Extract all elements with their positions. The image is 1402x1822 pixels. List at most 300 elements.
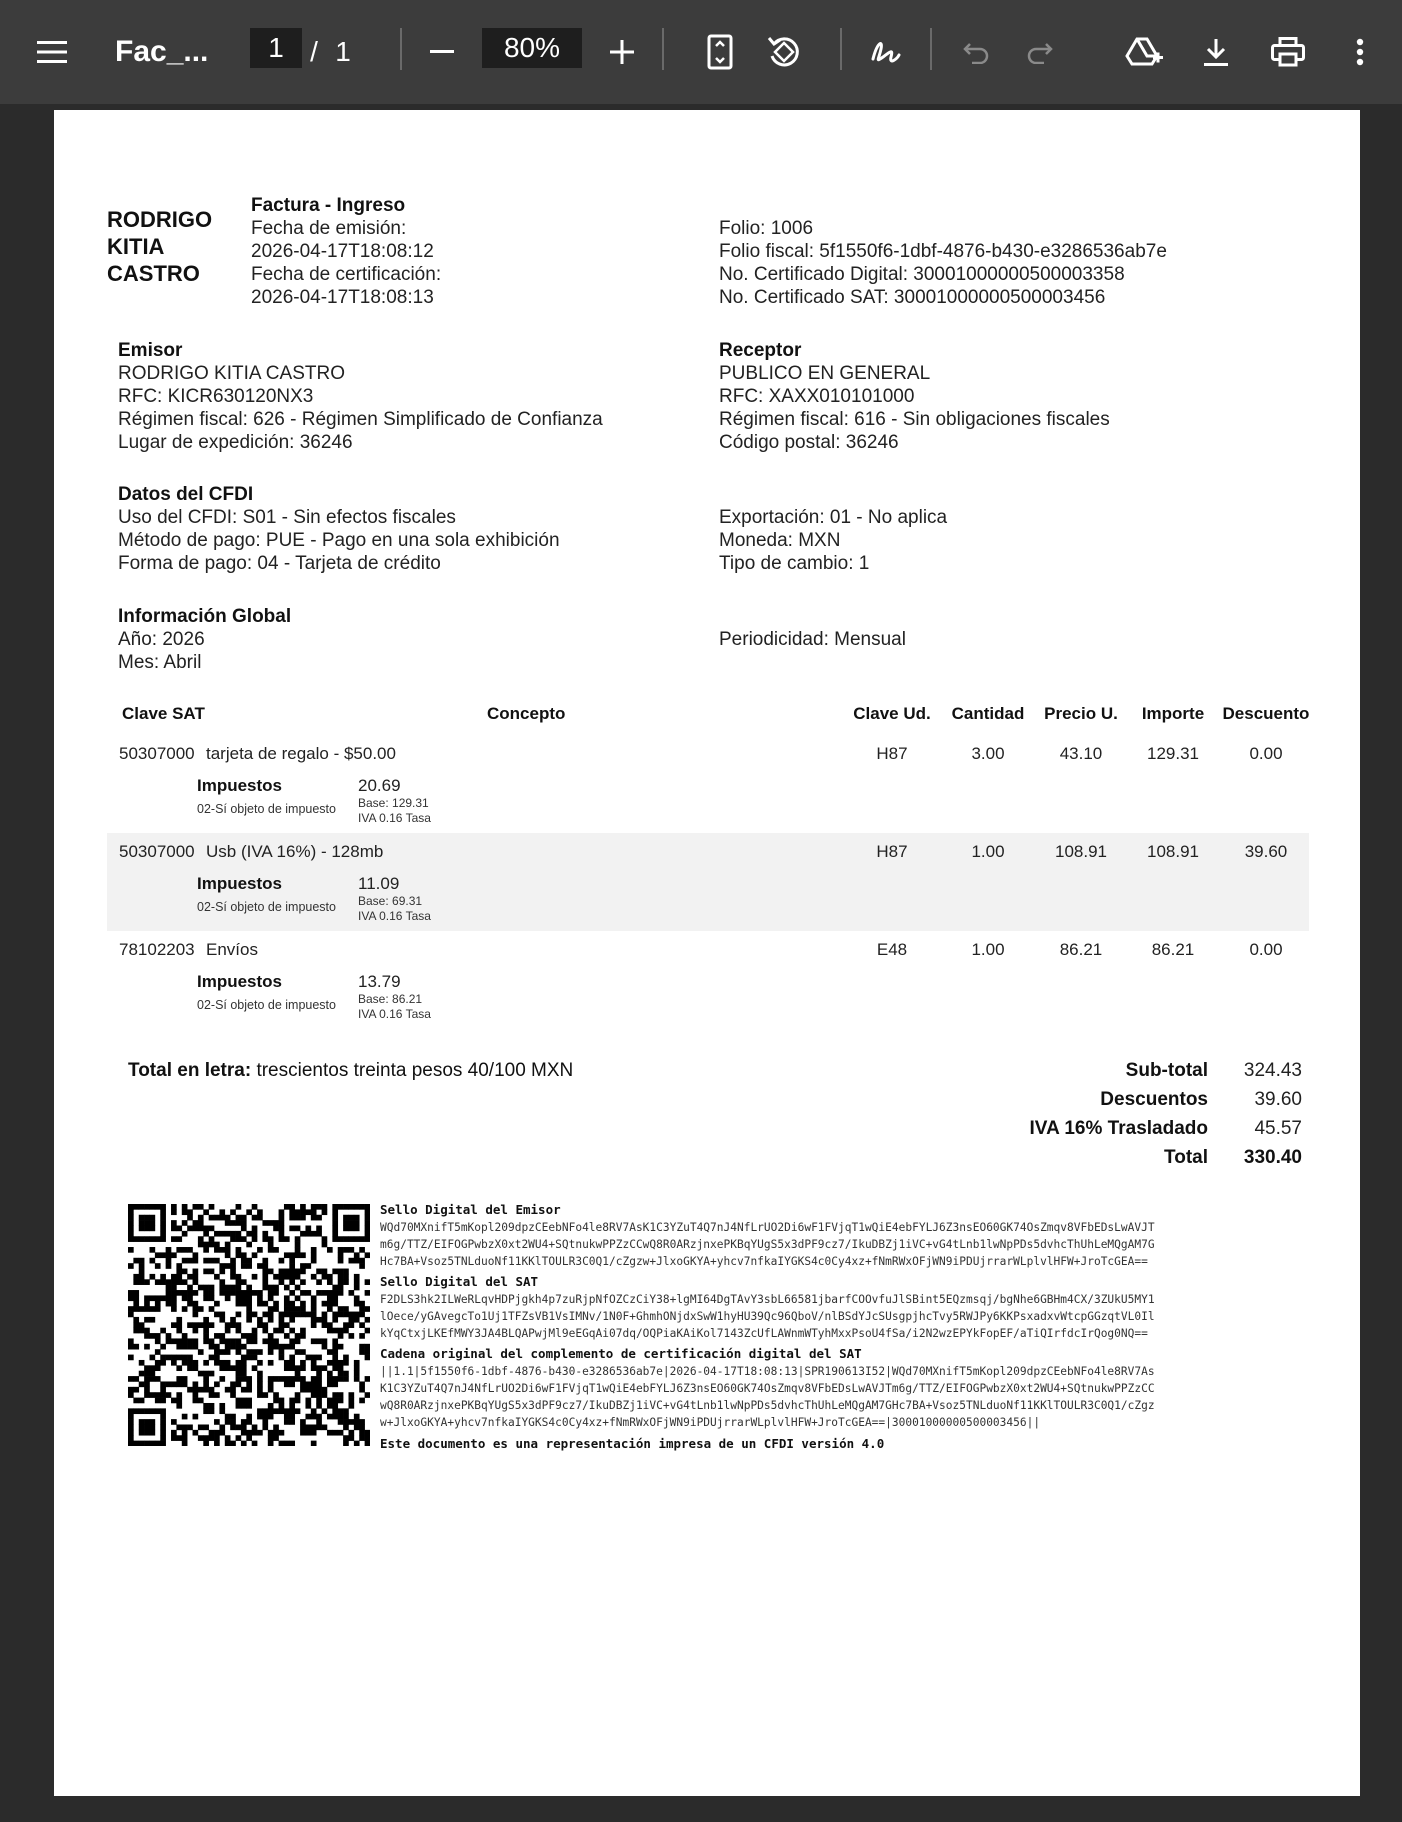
qr-module [150,1215,156,1221]
qr-module [332,1204,338,1210]
pdf-toolbar [0,0,1402,104]
zoom-input[interactable] [482,28,582,68]
descuentos-label: Descuentos [1100,1089,1208,1110]
qr-module [193,1290,199,1296]
download-icon[interactable] [1198,0,1234,104]
qr-module [209,1285,215,1291]
qr-module [354,1215,360,1221]
qr-module [332,1226,338,1232]
qr-module [262,1312,268,1318]
qr-module [289,1215,295,1221]
qr-module [246,1317,252,1323]
receptor-section [719,339,1110,454]
qr-module [311,1317,317,1323]
qr-module [176,1322,182,1328]
qr-module [257,1360,263,1366]
qr-module [311,1414,317,1420]
sello-line: Hc7BA+Vsoz5TNLduoNf11KKlTOULR3C0Q1/cZgzw+JlxoGKYA+yhcv7nfkaIYGKS4c0Cy4xz+fNmRWxOFjWN9iPDUjrrarWLplvlHFW+JroTcGEA== [380,1255,1148,1268]
row-importe: 86.21 [1151,940,1195,959]
qr-module [327,1247,333,1253]
qr-module [155,1376,161,1382]
qr-module [230,1322,236,1328]
qr-module [322,1408,328,1414]
qr-module [209,1338,215,1344]
redo-icon[interactable] [1022,0,1058,104]
qr-module [300,1252,306,1258]
qr-module [171,1226,177,1232]
qr-module [273,1430,279,1436]
qr-module [225,1242,231,1248]
qr-module [365,1306,370,1312]
qr-module [144,1215,150,1221]
zoom-value: 80% [503,32,561,63]
qr-module [354,1376,360,1382]
qr-module [332,1414,338,1420]
qr-module [166,1338,172,1344]
rotate-icon[interactable] [762,0,806,104]
qr-module [279,1258,285,1264]
qr-module [284,1419,290,1425]
qr-module [338,1365,344,1371]
qr-module [193,1322,199,1328]
qr-module [305,1209,311,1215]
qr-module [348,1215,354,1221]
qr-module [268,1344,274,1350]
qr-module [236,1231,242,1237]
qr-module [155,1204,161,1210]
qr-module [241,1387,247,1393]
qr-module [128,1430,134,1436]
qr-module [144,1204,150,1210]
qr-module [128,1414,134,1420]
qr-module [305,1403,311,1409]
qr-module [332,1392,338,1398]
qr-module [193,1269,199,1275]
qr-module [338,1306,344,1312]
qr-module [305,1398,311,1404]
qr-module [133,1387,139,1393]
qr-module [214,1231,220,1237]
qr-module [284,1274,290,1280]
qr-module [214,1441,220,1446]
qr-module [305,1424,311,1430]
qr-module [144,1317,150,1323]
qr-module [236,1301,242,1307]
qr-module [128,1376,134,1382]
qr-module [241,1430,247,1436]
qr-module [193,1301,199,1307]
qr-module [241,1301,247,1307]
qr-module [311,1424,317,1430]
qr-module [128,1236,134,1242]
qr-module [219,1312,225,1318]
qr-module [365,1279,370,1285]
qr-module [246,1301,252,1307]
qr-module [311,1209,317,1215]
qr-module [359,1322,365,1328]
row-ud: E48 [876,940,908,959]
qr-module [155,1263,161,1269]
qr-module [198,1398,204,1404]
issuer-name-line: KITIA [107,234,165,259]
qr-module [225,1328,231,1334]
qr-module [332,1215,338,1221]
qr-module [160,1236,166,1242]
qr-module [230,1344,236,1350]
document-type: Factura - Ingreso [251,195,406,216]
qr-module [289,1301,295,1307]
qr-module [284,1408,290,1414]
qr-module [139,1398,145,1404]
page-total [330,0,356,104]
qr-module [209,1290,215,1296]
qr-module [284,1414,290,1420]
qr-module [236,1349,242,1355]
qr-module [160,1419,166,1425]
issuer-name [107,206,212,287]
qr-module [155,1252,161,1258]
qr-module [252,1333,258,1339]
qr-module [365,1215,370,1221]
qr-module [171,1204,177,1210]
qr-module [252,1312,258,1318]
qr-module [166,1252,172,1258]
qr-module [295,1398,301,1404]
qr-module [332,1360,338,1366]
qr-module [316,1392,322,1398]
qr-module [289,1338,295,1344]
qr-module [289,1306,295,1312]
qr-module [128,1215,134,1221]
qr-module [209,1355,215,1361]
qr-module [365,1252,370,1258]
qr-module [273,1306,279,1312]
qr-module [284,1344,290,1350]
qr-module [273,1328,279,1334]
qr-module [252,1328,258,1334]
qr-module [348,1333,354,1339]
qr-module [236,1247,242,1253]
qr-module [279,1312,285,1318]
qr-module [322,1424,328,1430]
global-anio: Año: 2026 [118,629,205,650]
qr-module [354,1371,360,1377]
qr-module [300,1333,306,1339]
qr-module [262,1424,268,1430]
qr-module [203,1403,209,1409]
qr-module [203,1290,209,1296]
total-value: 330.40 [1243,1147,1302,1168]
qr-module [187,1290,193,1296]
qr-module [354,1220,360,1226]
qr-module [139,1306,145,1312]
qr-module [338,1247,344,1253]
qr-module [128,1338,134,1344]
hamburger-menu-icon[interactable] [32,0,72,104]
qr-module [311,1215,317,1221]
qr-module [182,1376,188,1382]
qr-module [279,1269,285,1275]
qr-module [295,1285,301,1291]
qr-module [150,1317,156,1323]
qr-module [268,1306,274,1312]
qr-module [225,1338,231,1344]
print-icon[interactable] [1268,0,1308,104]
qr-module [236,1204,242,1210]
fit-page-icon[interactable] [700,0,740,104]
qr-module [171,1285,177,1291]
qr-module [354,1365,360,1371]
qr-module [144,1387,150,1393]
qr-module [284,1365,290,1371]
qr-module [343,1441,349,1446]
qr-module [171,1381,177,1387]
qr-module [176,1365,182,1371]
qr-module [252,1424,258,1430]
qr-module [246,1333,252,1339]
qr-module [203,1328,209,1334]
qr-module [311,1252,317,1258]
qr-module [236,1371,242,1377]
qr-module [155,1408,161,1414]
qr-module [268,1333,274,1339]
qr-module [139,1274,145,1280]
qr-module [144,1306,150,1312]
qr-module [322,1338,328,1344]
qr-module [359,1430,365,1436]
qr-module [343,1435,349,1441]
qr-module [219,1333,225,1339]
qr-module [311,1360,317,1366]
cadena-line: w+JlxoGKYA+yhcv7nfkaIYGKS4c0Cy4xz+fNmRWxOFjWN9iPDUjrrarWLplvlHFW+JroTcGEA==|30001000000500003456|| [380,1416,1041,1429]
cfdi-uso: Uso del CFDI: S01 - Sin efectos fiscales [118,507,456,528]
row-concepto: Usb (IVA 16%) - 128mb [206,842,384,861]
qr-module [365,1392,370,1398]
cadena-line: K1C3YZuT4Q7nJ4NfLrUO2Di6wF1FVjqT1wQiE4ebFYLJ6Z3nsEO60GK74OsZmqv8VFbEDsLwAVJTm6g/TTZ/EIFOGPwbzX0xt2WU4+SQtnukwPPZzCC [380,1382,1155,1395]
qr-module [230,1392,236,1398]
qr-module [246,1387,252,1393]
qr-module [354,1360,360,1366]
qr-module [252,1204,258,1210]
qr-module [160,1344,166,1350]
qr-module [176,1263,182,1269]
row-cantidad: 3.00 [971,744,1005,763]
row-clave: 78102203 [119,940,195,959]
zoom-in-icon[interactable] [604,0,640,104]
qr-module [230,1317,236,1323]
qr-module [176,1247,182,1253]
qr-module [241,1371,247,1377]
qr-module [139,1220,145,1226]
qr-module [246,1242,252,1248]
qr-module [225,1215,231,1221]
qr-module [327,1414,333,1420]
qr-module [225,1322,231,1328]
qr-module [365,1226,370,1232]
qr-module [203,1269,209,1275]
qr-module [241,1333,247,1339]
qr-module [359,1398,365,1404]
qr-module [311,1392,317,1398]
qr-module [214,1392,220,1398]
qr-module [322,1312,328,1318]
qr-module [209,1435,215,1441]
annotate-icon[interactable] [864,0,908,104]
qr-module [252,1349,258,1355]
qr-module [219,1376,225,1382]
qr-module [338,1274,344,1280]
qr-module [305,1414,311,1420]
cfdi-section [118,483,560,575]
qr-module [311,1274,317,1280]
qr-module [365,1349,370,1355]
qr-module [257,1381,263,1387]
qr-module [332,1365,338,1371]
qr-module [193,1344,199,1350]
qr-module [128,1295,134,1301]
qr-module [166,1381,172,1387]
qr-module [193,1226,199,1232]
qr-module [166,1290,172,1296]
qr-module [273,1392,279,1398]
qr-module [343,1355,349,1361]
sello-emisor [380,1219,1280,1270]
qr-module [182,1441,188,1446]
qr-module [338,1258,344,1264]
qr-module [262,1338,268,1344]
cfdi-forma: Forma de pago: 04 - Tarjeta de crédito [118,553,441,574]
row-descuento: 0.00 [1249,744,1283,763]
qr-module [343,1371,349,1377]
qr-module [327,1295,333,1301]
qr-module [284,1441,290,1446]
page-current: 1 [268,32,284,63]
qr-module [268,1220,274,1226]
row-descuento: 39.60 [1244,842,1288,861]
qr-module [171,1252,177,1258]
qr-module [279,1430,285,1436]
qr-module [203,1226,209,1232]
qr-module [139,1360,145,1366]
qr-module [343,1328,349,1334]
qr-module [289,1376,295,1382]
qr-module [348,1226,354,1232]
qr-module [257,1414,263,1420]
qr-module [182,1247,188,1253]
qr-module [219,1285,225,1291]
qr-module [176,1236,182,1242]
qr-module [139,1419,145,1425]
qr-module [171,1220,177,1226]
qr-module [268,1317,274,1323]
page-number-input[interactable] [250,28,302,68]
qr-module [182,1209,188,1215]
th-cantidad: Cantidad [951,704,1025,723]
qr-module [354,1424,360,1430]
qr-module [332,1430,338,1436]
qr-module [182,1290,188,1296]
qr-module [198,1306,204,1312]
qr-module [279,1349,285,1355]
qr-module [252,1252,258,1258]
qr-module [300,1279,306,1285]
more-vert-icon[interactable] [1350,0,1370,104]
zoom-out-icon[interactable] [424,0,460,104]
qr-module [279,1403,285,1409]
qr-module [284,1322,290,1328]
qr-module [257,1290,263,1296]
qr-module [128,1209,134,1215]
qr-module [338,1279,344,1285]
qr-module [289,1252,295,1258]
qr-module [338,1269,344,1275]
qr-module [182,1220,188,1226]
qr-module [246,1306,252,1312]
qr-module [311,1365,317,1371]
qr-module [279,1226,285,1232]
qr-module [150,1333,156,1339]
qr-module [171,1338,177,1344]
qr-module [193,1381,199,1387]
qr-module [354,1204,360,1210]
qr-module [300,1365,306,1371]
qr-module [343,1236,349,1242]
qr-module [236,1398,242,1404]
qr-module [289,1328,295,1334]
qr-module [268,1247,274,1253]
receptor-regimen: Régimen fiscal: 616 - Sin obligaciones fiscales [719,409,1110,430]
undo-icon[interactable] [958,0,994,104]
qr-module [166,1247,172,1253]
qr-module [322,1365,328,1371]
qr-module [284,1376,290,1382]
qr-module [295,1209,301,1215]
qr-module [332,1317,338,1323]
qr-module [198,1204,204,1210]
qr-module [338,1204,344,1210]
emisor-section [118,339,603,454]
drive-add-icon[interactable] [1122,0,1166,104]
qr-module [332,1312,338,1318]
qr-module [128,1435,134,1441]
qr-module [187,1322,193,1328]
certificate-digital: No. Certificado Digital: 30001000000500003358 [719,264,1125,285]
qr-module [236,1435,242,1441]
qr-module [311,1247,317,1253]
qr-module [193,1338,199,1344]
qr-module [214,1312,220,1318]
row-importe: 129.31 [1147,744,1199,763]
qr-module [203,1242,209,1248]
qr-module [348,1220,354,1226]
qr-module [230,1381,236,1387]
qr-module [316,1414,322,1420]
sello-emisor-title: Sello Digital del Emisor [380,1202,561,1217]
qr-module [327,1290,333,1296]
qr-module [144,1419,150,1425]
qr-module [305,1312,311,1318]
qr-module [225,1365,231,1371]
qr-module [284,1204,290,1210]
qr-module [171,1398,177,1404]
receptor-cp: Código postal: 36246 [719,432,899,453]
qr-module [133,1301,139,1307]
qr-module [144,1408,150,1414]
qr-module [160,1209,166,1215]
qr-module [289,1403,295,1409]
qr-module [273,1247,279,1253]
qr-module [284,1285,290,1291]
